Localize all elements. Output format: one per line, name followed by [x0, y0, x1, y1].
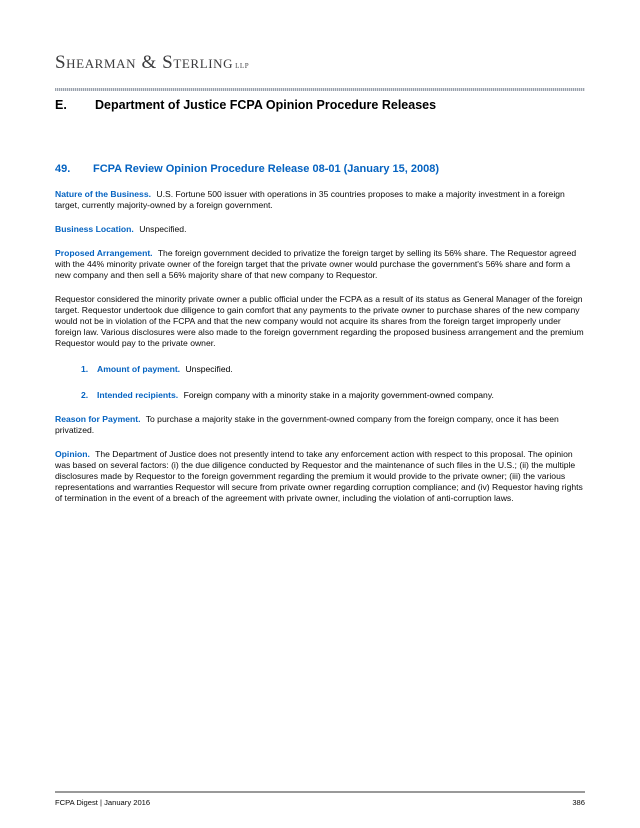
- header-divider: [55, 88, 585, 91]
- list-item-text: Foreign company with a minority stake in a majority government-owned company.: [183, 390, 494, 400]
- list-item-number: 2.: [81, 390, 89, 400]
- paragraph-label: Proposed Arrangement.: [55, 248, 153, 258]
- paragraph-business-location: [55, 224, 585, 235]
- release-title: FCPA Review Opinion Procedure Release 08-01 (January 15, 2008): [93, 163, 440, 175]
- paragraph-label: Nature of the Business.: [55, 189, 151, 199]
- list-item-body: [97, 364, 233, 375]
- list-item-body: [97, 390, 494, 401]
- firm-suffix: LLP: [235, 62, 250, 70]
- paragraph-proposed-arrangement: [55, 248, 585, 281]
- paragraph-label: Business Location.: [55, 224, 134, 234]
- paragraph-opinion: [55, 449, 585, 504]
- paragraph-reason-for-payment: [55, 414, 585, 436]
- footer-page-number: 386: [572, 798, 585, 807]
- footer-row: [55, 798, 585, 808]
- list-item-intended-recipients: [55, 390, 585, 401]
- release-heading: [55, 163, 585, 176]
- list-item-label: Intended recipients.: [97, 390, 179, 400]
- page-footer: [55, 791, 585, 808]
- paragraph-label: Reason for Payment.: [55, 414, 141, 424]
- paragraph-text: Unspecified.: [139, 224, 187, 234]
- paragraph-text: The Department of Justice does not presently intend to take any enforcement action with respect to this proposal. The opinion was based on several factors: (i) the due diligence conducted by Requestor and the maintenance of such files in the U.S.; (ii) the multiple disclosures made by Requestor to the foreign government regarding the premium it would provide to the private owner; (iii) the various representations and warranties Requestor will secure from private owner regarding corruption compliance; and (iv) Requestor having rights of termination in the event of a breach of the agreement with private owner, including the violation of anti-corruption laws.: [55, 449, 583, 503]
- list-item-text: Unspecified.: [185, 364, 233, 374]
- release-number: 49.: [55, 163, 71, 175]
- paragraph-requestor-considerations: [55, 294, 585, 349]
- list-item-label: Amount of payment.: [97, 364, 181, 374]
- section-heading: [55, 98, 585, 113]
- paragraph-text: Requestor considered the minority private owner a public official under the FCPA as a result of its status as General Manager of the foreign target. Requestor undertook due diligence to gain comfort that any payments to the private owner to purchase shares of the new company would not be in violation of the FCPA and that the new company would not acquire its shares from the foreign target improperly under foreign law. Various disclosures were also made to the foreign government regarding the proposed business arrangement and the premium Requestor would pay to the private owner.: [55, 294, 584, 348]
- footer-publication: FCPA Digest | January 2016: [55, 798, 151, 807]
- paragraph-text: U.S. Fortune 500 issuer with operations in 35 countries proposes to make a majority investment in a foreign target, currently majority-owned by a foreign government.: [55, 189, 565, 210]
- firm-logo: [55, 52, 585, 77]
- paragraph-nature-of-business: [55, 189, 585, 211]
- firm-name: Shearman & Sterling: [55, 52, 234, 73]
- list-item-amount-of-payment: [55, 364, 585, 375]
- paragraph-label: Opinion.: [55, 449, 90, 459]
- section-title: Department of Justice FCPA Opinion Procedure Releases: [95, 98, 437, 112]
- paragraph-text: The foreign government decided to privatize the foreign target by selling its 56% share. The Requestor agreed with the 44% minority private owner of the foreign target that the private owner would purchase the government's 56% share and form a new company and then sell a 56% majority share of that new company to Requestor.: [55, 248, 577, 280]
- list-item-number: 1.: [81, 364, 89, 374]
- section-number: E.: [55, 98, 67, 112]
- paragraph-text: To purchase a majority stake in the government-owned company from the foreign company, once it has been privatized.: [55, 414, 559, 435]
- footer-divider: [55, 791, 585, 793]
